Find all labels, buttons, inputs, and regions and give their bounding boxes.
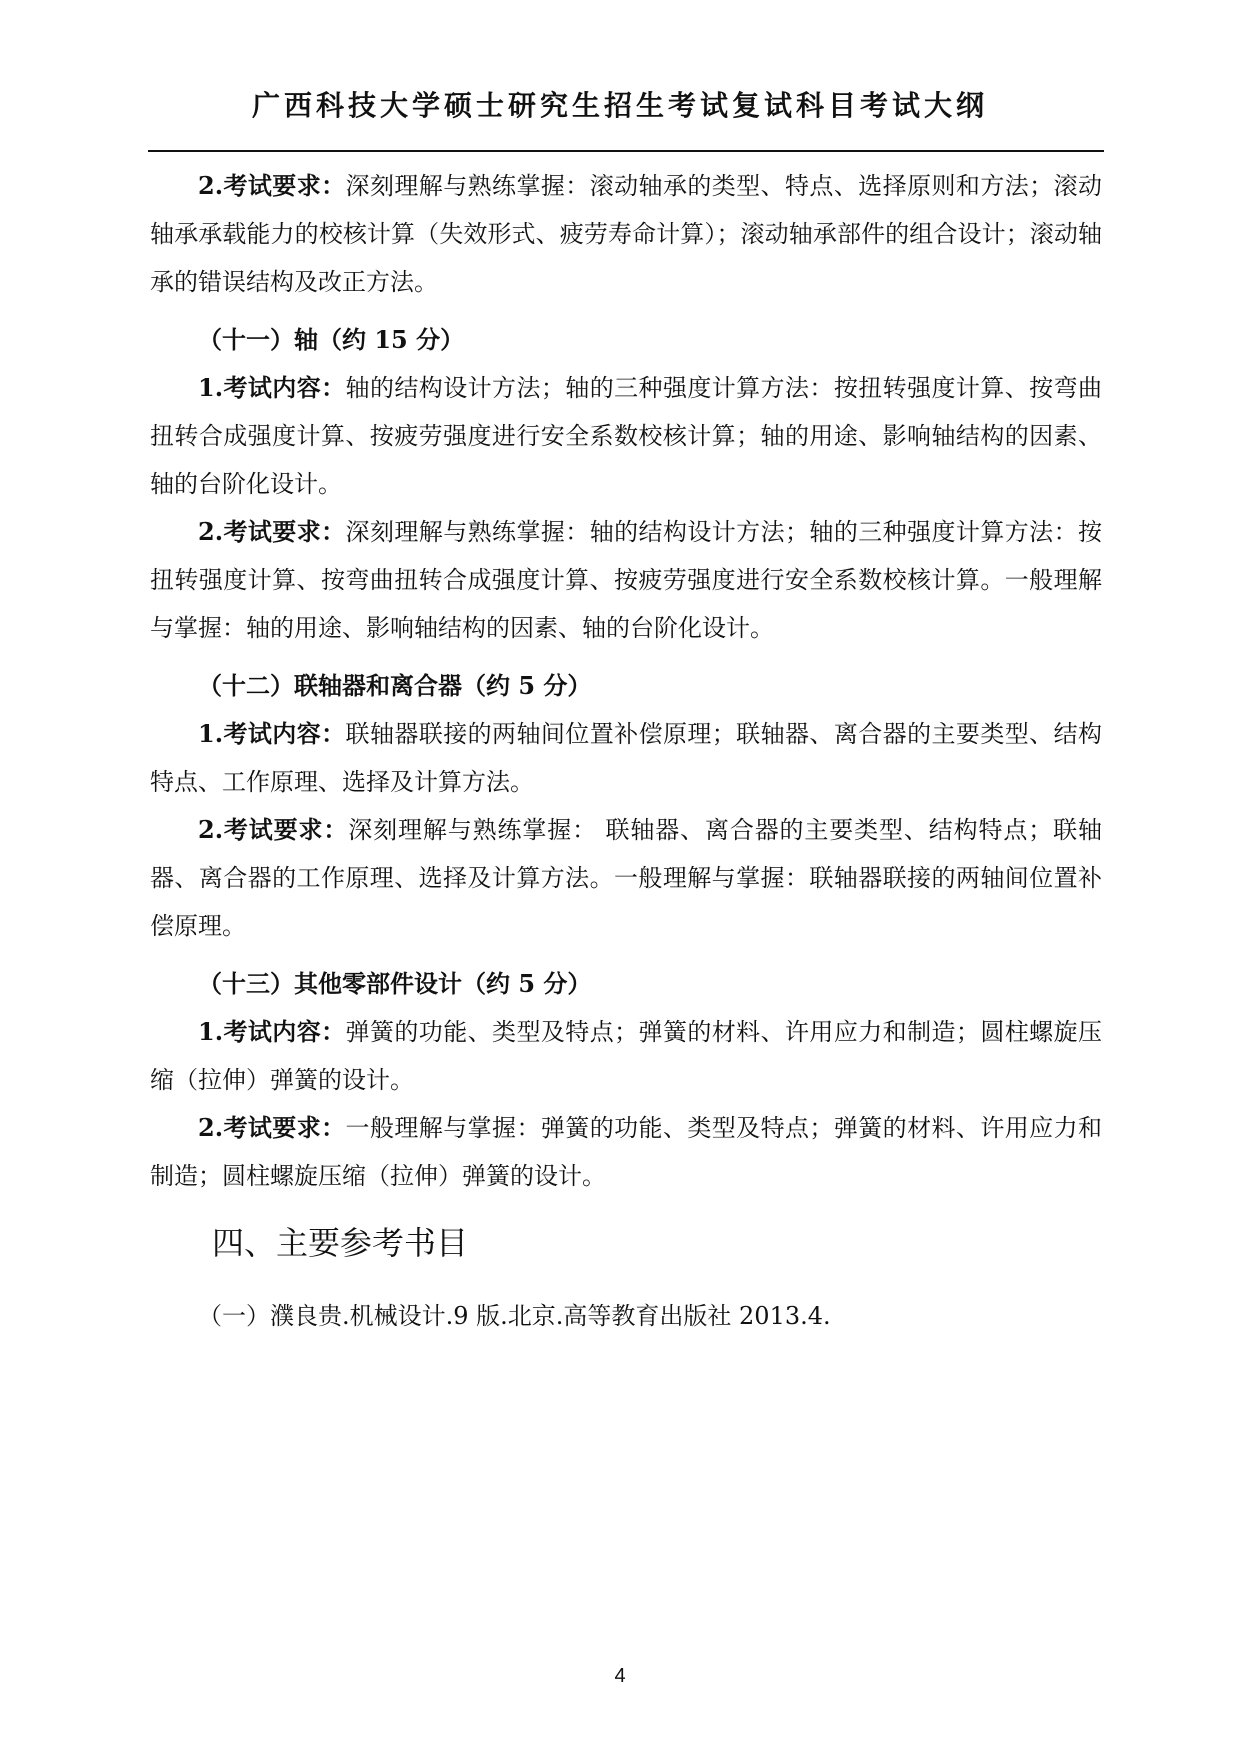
section-other-components — [150, 960, 1102, 1200]
exam-requirement-paragraph — [150, 508, 1102, 652]
exam-requirement-paragraph — [150, 806, 1102, 950]
exam-requirement-label: 2.考试要求： — [198, 1113, 346, 1142]
reference-item: （一）濮良贵.机械设计.9 版.北京.高等教育出版社 2013.4. — [198, 1302, 831, 1330]
document-body — [150, 162, 1102, 1340]
exam-requirement-label: 2.考试要求： — [198, 815, 349, 844]
exam-requirement-paragraph — [150, 1104, 1102, 1200]
exam-requirement-text: 深刻理解与熟练掌握： 联轴器、离合器的主要类型、结构特点；联轴器、离合器的工作原理、选择及计算方法。一般理解与掌握：联轴器联接的两轴间位置补偿原理。 — [150, 816, 1102, 940]
references-heading: 四、主要参考书目 — [212, 1224, 469, 1262]
section-shaft — [150, 316, 1102, 652]
exam-content-paragraph — [150, 1008, 1102, 1104]
exam-requirement-text: 一般理解与掌握：弹簧的功能、类型及特点；弹簧的材料、许用应力和制造；圆柱螺旋压缩（拉伸）弹簧的设计。 — [150, 1114, 1102, 1190]
exam-content-label: 1.考试内容： — [198, 1017, 346, 1046]
exam-requirement-label: 2.考试要求： — [198, 517, 346, 546]
page-header-title: 广西科技大学硕士研究生招生考试复试科目考试大纲 — [251, 89, 988, 122]
exam-content-label: 1.考试内容： — [198, 719, 346, 748]
header-rule — [148, 150, 1104, 152]
exam-content-text: 弹簧的功能、类型及特点；弹簧的材料、许用应力和制造；圆柱螺旋压缩（拉伸）弹簧的设计。 — [150, 1018, 1102, 1094]
intro-requirement-paragraph — [150, 162, 1102, 306]
exam-requirement-text: 深刻理解与熟练掌握：轴的结构设计方法；轴的三种强度计算方法：按扭转强度计算、按弯曲扭转合成强度计算、按疲劳强度进行安全系数校核计算。一般理解与掌握：轴的用途、影响轴结构的因素、轴的台阶化设计。 — [150, 518, 1102, 642]
intro-requirement-text: 深刻理解与熟练掌握：滚动轴承的类型、特点、选择原则和方法；滚动轴承承载能力的校核计算（失效形式、疲劳寿命计算）；滚动轴承部件的组合设计；滚动轴承的错误结构及改正方法。 — [150, 172, 1102, 296]
exam-content-text: 轴的结构设计方法；轴的三种强度计算方法：按扭转强度计算、按弯曲扭转合成强度计算、按疲劳强度进行安全系数校核计算；轴的用途、影响轴结构的因素、轴的台阶化设计。 — [150, 374, 1102, 498]
section-heading: （十二）联轴器和离合器（约 5 分） — [198, 671, 592, 700]
page-number: 4 — [614, 1665, 626, 1687]
intro-requirement-label: 2.考试要求： — [198, 171, 346, 200]
section-heading: （十三）其他零部件设计（约 5 分） — [198, 969, 592, 998]
exam-content-label: 1.考试内容： — [198, 373, 346, 402]
section-couplings-clutches — [150, 662, 1102, 950]
exam-content-paragraph — [150, 364, 1102, 508]
exam-content-text: 联轴器联接的两轴间位置补偿原理；联轴器、离合器的主要类型、结构特点、工作原理、选择及计算方法。 — [150, 720, 1102, 796]
exam-content-paragraph — [150, 710, 1102, 806]
section-heading: （十一）轴（约 15 分） — [198, 325, 465, 354]
